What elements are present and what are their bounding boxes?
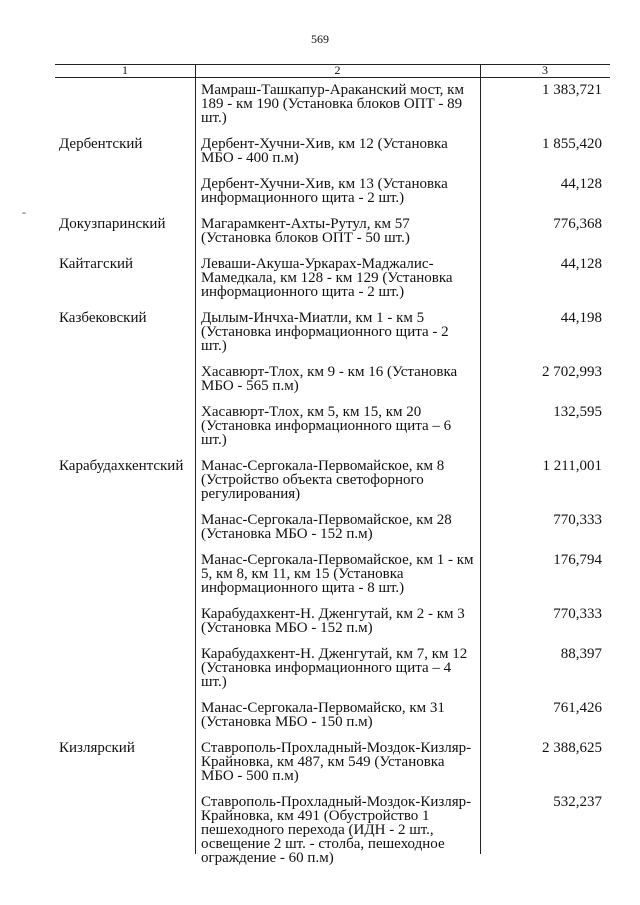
table-row: [55, 311, 610, 353]
object-cell: Ставрополь-Прохладный-Моздок-Кизляр-Крайновка, км 487, км 549 (Установка МБО - 500 п.м): [201, 740, 472, 784]
object-cell: Леваши-Акуша-Уркарах-Маджалис-Мамедкала, км 128 - км 129 (Установка информационного щита - 2 шт.): [201, 256, 453, 300]
header-col-2: 2: [334, 63, 341, 77]
amount-cell: 44,128: [560, 176, 602, 192]
header-col-3: 3: [542, 63, 548, 77]
table-row: [55, 741, 610, 783]
table-row: [55, 257, 610, 299]
district-cell: [55, 83, 195, 125]
object-cell: Хасавюрт-Тлох, км 9 - км 16 (Установка МБО - 565 п.м): [201, 364, 458, 394]
district-cell: [55, 607, 195, 635]
table-row: [55, 405, 610, 447]
page-number: 569: [311, 32, 329, 46]
district-cell: Дербентский: [59, 136, 143, 152]
district-cell: [55, 795, 195, 865]
margin-mark: -: [22, 205, 26, 219]
amount-cell: 770,333: [553, 606, 602, 622]
amount-cell: 176,794: [553, 552, 602, 568]
district-cell: [55, 553, 195, 595]
table-row: [55, 137, 610, 165]
amount-cell: 88,397: [560, 646, 602, 662]
object-cell: Магарамкент-Ахты-Рутул, км 57 (Установка блоков ОПТ - 50 шт.): [201, 216, 410, 246]
table-row: [55, 459, 610, 501]
object-cell: Карабудахкент-Н. Дженгутай, км 2 - км 3 (Установка МБО - 152 п.м): [201, 606, 465, 636]
amount-cell: 1 383,721: [542, 82, 602, 98]
district-cell: [55, 647, 195, 689]
amount-cell: 44,128: [560, 256, 602, 272]
table-row: [55, 513, 610, 541]
district-cell: [55, 513, 195, 541]
table-row: [55, 83, 610, 125]
object-cell: Манас-Сергокала-Первомайско, км 31 (Установка МБО - 150 п.м): [201, 700, 445, 730]
object-cell: Манас-Сергокала-Первомайское, км 28 (Установка МБО - 152 п.м): [201, 512, 452, 542]
table-row: [55, 795, 610, 865]
amount-cell: 132,595: [553, 404, 602, 420]
object-cell: Манас-Сергокала-Первомайское, км 8 (Устройство объекта светофорного регулирования): [201, 458, 445, 502]
header-col-1: 1: [122, 63, 128, 77]
amount-cell: 770,333: [553, 512, 602, 528]
amount-cell: 1 211,001: [542, 458, 602, 474]
district-cell: [55, 701, 195, 729]
object-cell: Хасавюрт-Тлох, км 5, км 15, км 20 (Установка информационного щита – 6 шт.): [201, 404, 452, 448]
amount-cell: 776,368: [553, 216, 602, 232]
amount-cell: 2 702,993: [542, 364, 602, 380]
district-cell: Докузпаринский: [59, 216, 166, 232]
amount-cell: 44,198: [560, 310, 602, 326]
district-cell: [55, 405, 195, 447]
district-cell: Кайтагский: [59, 256, 134, 272]
object-cell: Мамраш-Ташкапур-Араканский мост, км 189 - км 190 (Установка блоков ОПТ - 89 шт.): [201, 82, 464, 126]
budget-table: [55, 63, 610, 866]
table-row: [55, 177, 610, 205]
header-bottom-rule: [55, 77, 610, 78]
district-cell: [55, 177, 195, 205]
amount-cell: 761,426: [553, 700, 602, 716]
amount-cell: 2 388,625: [542, 740, 602, 756]
amount-cell: 532,237: [553, 794, 602, 810]
district-cell: Карабудахкентский: [59, 458, 184, 474]
table-row: [55, 701, 610, 729]
district-cell: Кизлярский: [59, 740, 135, 756]
amount-cell: 1 855,420: [542, 136, 602, 152]
object-cell: Ставрополь-Прохладный-Моздок-Кизляр-Крайновка, км 491 (Обустройство 1 пешеходного перехода (ИДН - 2 шт., освещение 2 шт. - столба, пешеходное ограждение - 60 п.м): [201, 794, 472, 866]
table-row: [55, 365, 610, 393]
district-cell: [55, 365, 195, 393]
table-row: [55, 217, 610, 245]
table-row: [55, 647, 610, 689]
object-cell: Карабудахкент-Н. Дженгутай, км 7, км 12 (Установка информационного щита – 4 шт.): [201, 646, 468, 690]
object-cell: Дылым-Инчха-Миатли, км 1 - км 5 (Установка информационного щита - 2 шт.): [201, 310, 449, 354]
object-cell: Манас-Сергокала-Первомайское, км 1 - км 5, км 8, км 11, км 15 (Установка информационного щита - 8 шт.): [201, 552, 474, 596]
district-cell: Казбековский: [59, 310, 147, 326]
table-body: [55, 83, 610, 877]
object-cell: Дербент-Хучни-Хив, км 13 (Установка информационного щита - 2 шт.): [201, 176, 448, 206]
table-row: [55, 607, 610, 635]
table-row: [55, 553, 610, 595]
object-cell: Дербент-Хучни-Хив, км 12 (Установка МБО - 400 п.м): [201, 136, 448, 166]
